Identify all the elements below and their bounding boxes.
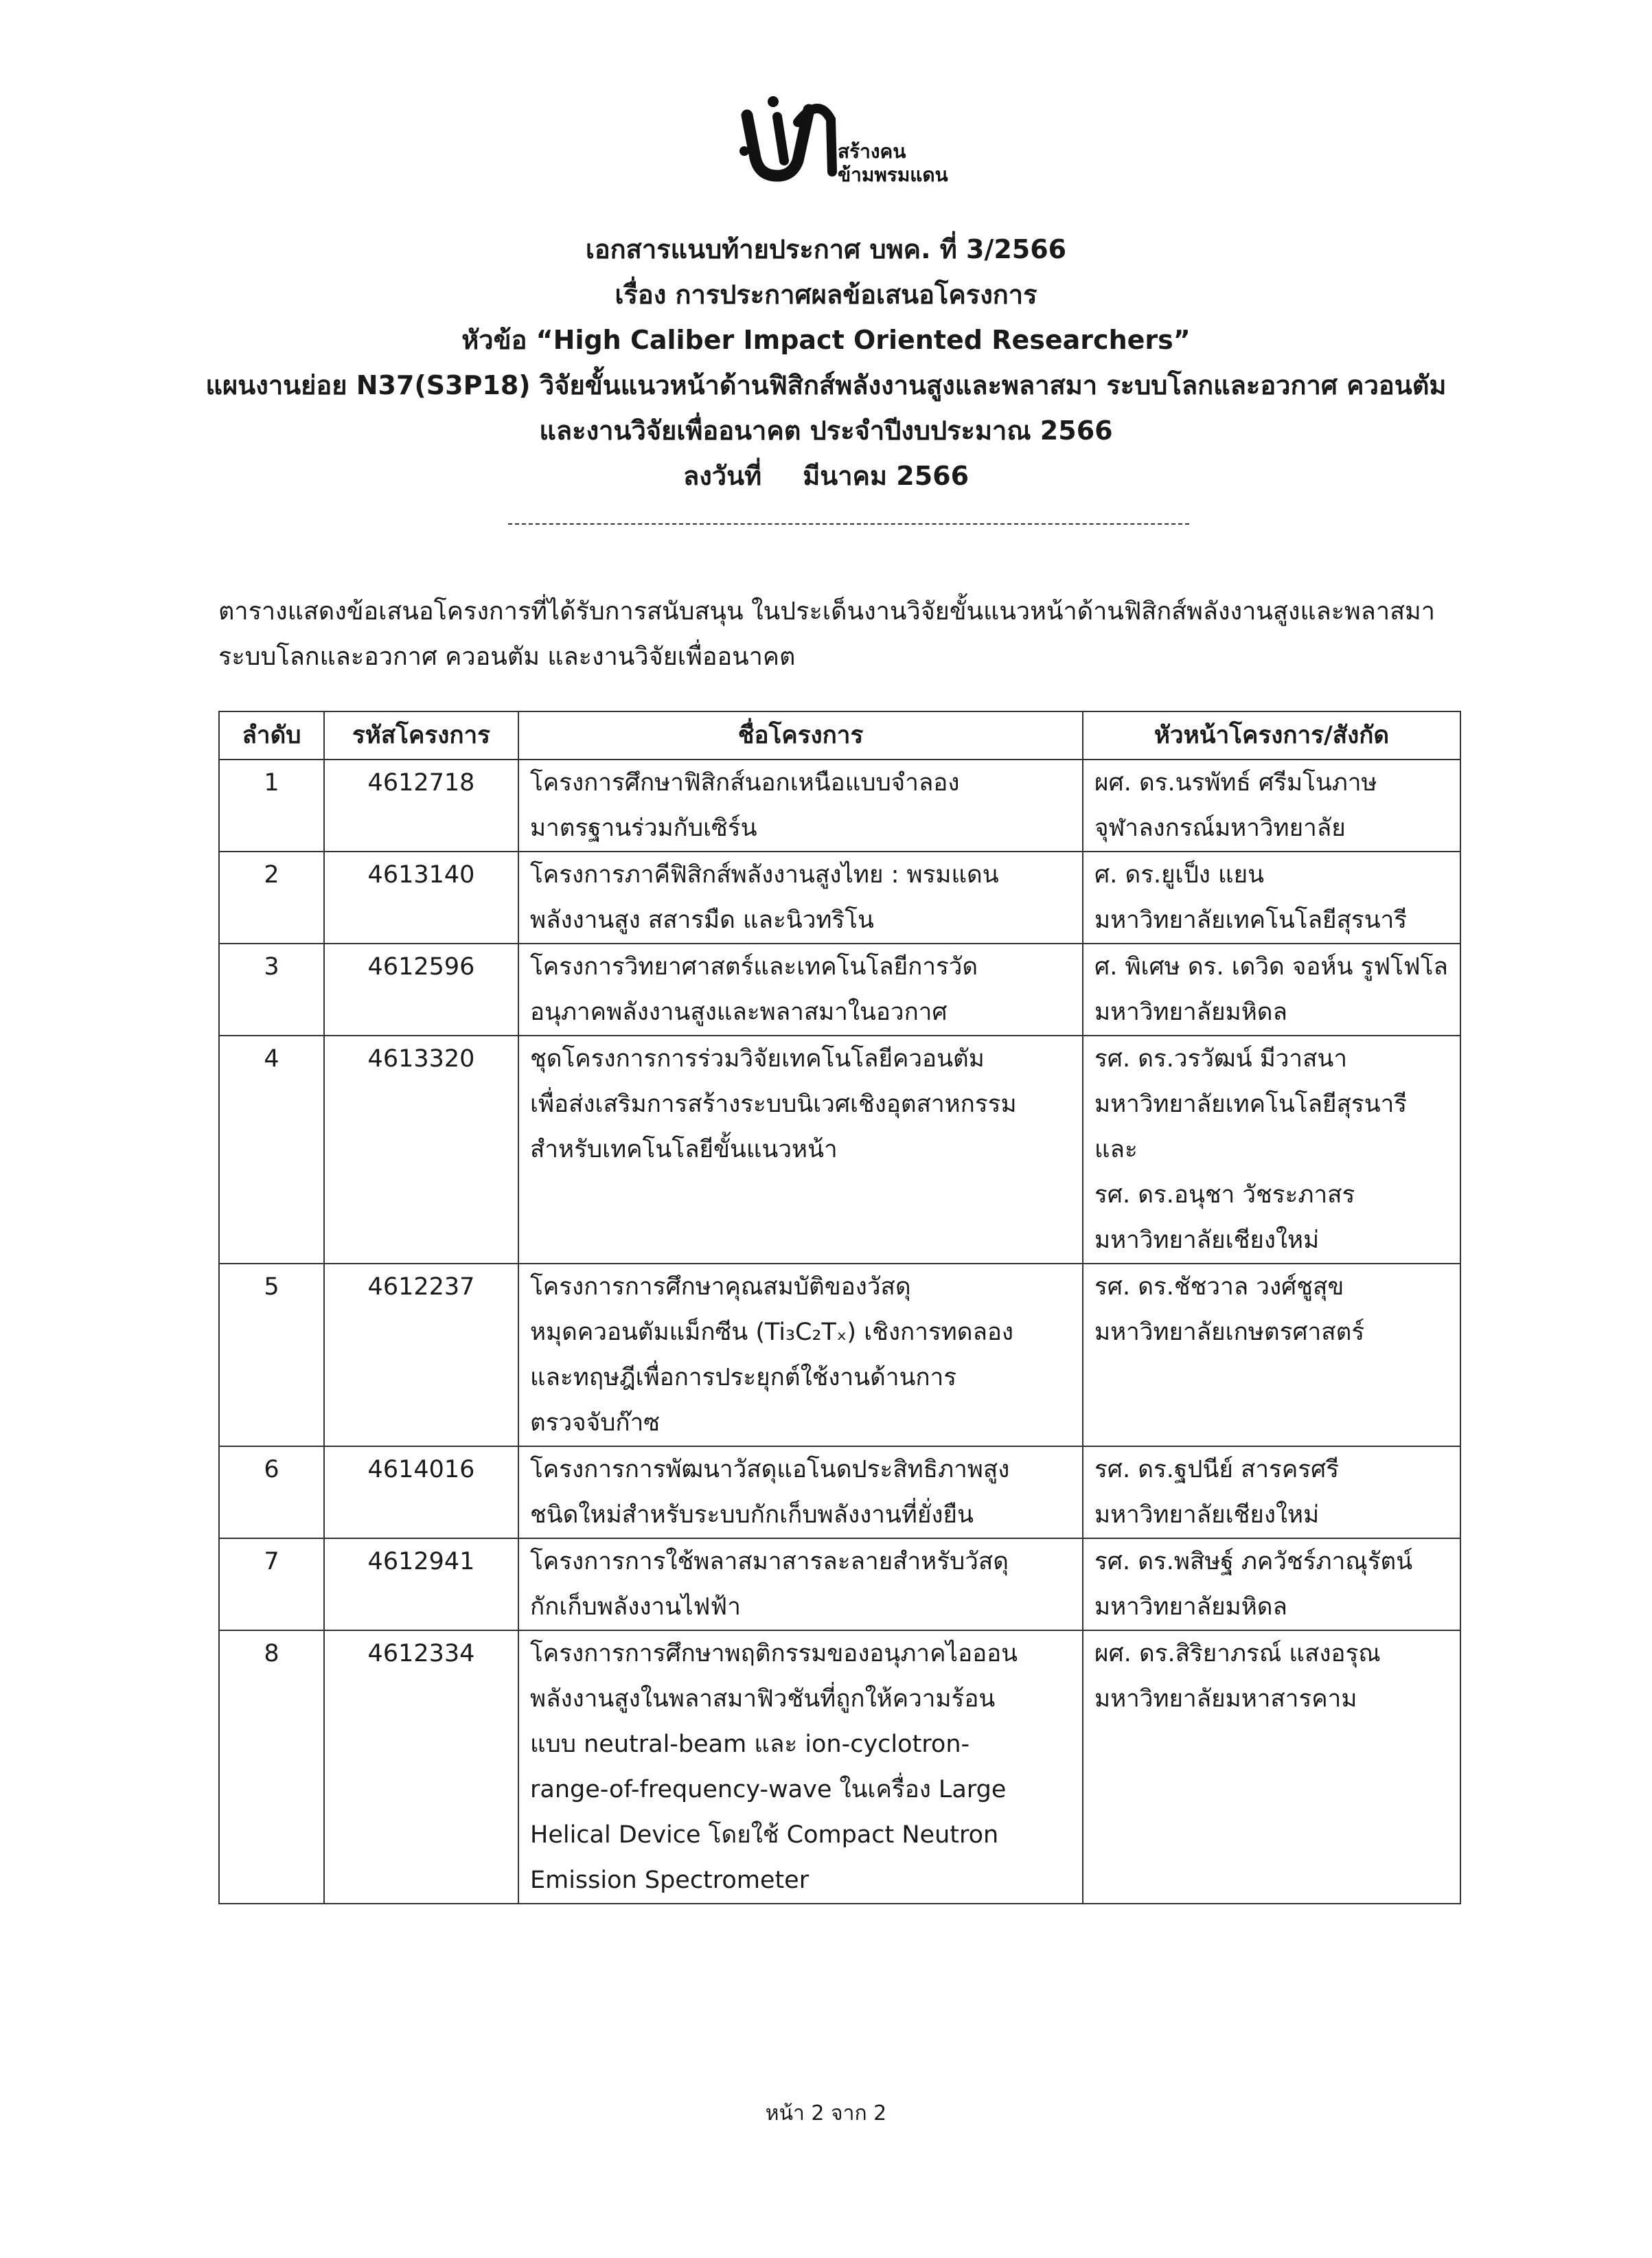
header-date	[0, 453, 1652, 499]
header-line1: เอกสารแนบท้ายประกาศ บพค. ที่ 3/2566	[585, 234, 1067, 264]
intro-text	[218, 589, 1482, 680]
row-lead	[1083, 1036, 1460, 1264]
header-line2: เรื่อง การประกาศผลข้อเสนอโครงการ	[615, 280, 1037, 310]
title-line: พลังงานสูงในพลาสมาฟิวชันที่ถูกให้ความร้อน	[530, 1685, 996, 1713]
page-number: หน้า 2 จาก 2	[765, 2101, 887, 2125]
document-header	[0, 227, 1652, 499]
title-line: พลังงานสูง สสารมืด และนิวทริโน	[530, 906, 874, 934]
row-lead	[1083, 1446, 1460, 1538]
row-title	[518, 1446, 1083, 1538]
title-line: โครงการการใช้พลาสมาสารละลายสำหรับวัสดุ	[530, 1548, 1009, 1575]
row-no: 6	[219, 1446, 324, 1538]
title-line: เพื่อส่งเสริมการสร้างระบบนิเวศเชิงอุตสาหกรรม	[530, 1091, 1017, 1118]
title-line: Helical Device โดยใช้ Compact Neutron	[530, 1821, 999, 1849]
title-line: range-of-frequency-wave ในเครื่อง Large	[530, 1776, 1007, 1803]
lead-line: รศ. ดร.อนุชา วัชระภาสร	[1094, 1181, 1355, 1209]
table-row	[219, 1264, 1460, 1446]
row-title	[518, 1036, 1083, 1264]
lead-line: รศ. ดร.วรวัฒน์ มีวาสนา	[1094, 1045, 1348, 1073]
row-lead	[1083, 852, 1460, 944]
row-title	[518, 1630, 1083, 1904]
lead-line: ศ. ดร.ยูเป็ง แยน	[1094, 861, 1265, 889]
lead-line: มหาวิทยาลัยเชียงใหม่	[1094, 1227, 1320, 1254]
table-row	[219, 1538, 1460, 1630]
lead-line: จุฬาลงกรณ์มหาวิทยาลัย	[1094, 814, 1346, 842]
row-code: 4614016	[324, 1446, 518, 1538]
row-no: 3	[219, 944, 324, 1036]
lead-line: มหาวิทยาลัยมหิดล	[1094, 999, 1287, 1026]
row-no: 2	[219, 852, 324, 944]
title-line: อนุภาคพลังงานสูงและพลาสมาในอวกาศ	[530, 999, 948, 1026]
title-line: กักเก็บพลังงานไฟฟ้า	[530, 1593, 741, 1621]
lead-line: ศ. พิเศษ ดร. เดวิด จอห์น รูฟโฟโล	[1094, 953, 1448, 981]
title-line: มาตรฐานร่วมกับเซิร์น	[530, 814, 757, 842]
logo-mark-icon	[735, 89, 838, 185]
divider	[508, 523, 1189, 525]
lead-line: ผศ. ดร.นรพัทธ์ ศรีมโนภาษ	[1094, 769, 1377, 797]
title-line: สำหรับเทคโนโลยีขั้นแนวหน้า	[530, 1136, 838, 1163]
header-no: ลำดับ	[219, 711, 324, 760]
header-title: ชื่อโครงการ	[518, 711, 1083, 760]
title-line: โครงการการศึกษาพฤติกรรมของอนุภาคไอออน	[530, 1640, 1018, 1667]
row-title	[518, 760, 1083, 852]
lead-line: รศ. ดร.พสิษฐ์ ภควัชร์ภาณุรัตน์	[1094, 1548, 1413, 1575]
lead-line: มหาวิทยาลัยเชียงใหม่	[1094, 1501, 1320, 1529]
table-row	[219, 944, 1460, 1036]
title-line: โครงการศึกษาฟิสิกส์นอกเหนือแบบจำลอง	[530, 769, 960, 797]
title-line: ชุดโครงการการร่วมวิจัยเทคโนโลยีควอนตัม	[530, 1045, 985, 1073]
title-line: โครงการการศึกษาคุณสมบัติของวัสดุ	[530, 1273, 911, 1301]
header-code: รหัสโครงการ	[324, 711, 518, 760]
row-no: 4	[219, 1036, 324, 1264]
title-line: โครงการการพัฒนาวัสดุแอโนดประสิทธิภาพสูง	[530, 1456, 1010, 1483]
row-lead	[1083, 1538, 1460, 1630]
title-line: โครงการภาคีฟิสิกส์พลังงานสูงไทย : พรมแดน	[530, 861, 999, 889]
row-lead	[1083, 760, 1460, 852]
date-value: มีนาคม 2566	[803, 461, 970, 491]
row-title	[518, 1538, 1083, 1630]
header-line5: และงานวิจัยเพื่ออนาคต ประจำปีงบประมาณ 2566	[539, 415, 1113, 446]
header-line3: หัวข้อ “High Caliber Impact Oriented Researchers”	[461, 325, 1191, 355]
lead-line: มหาวิทยาลัยเทคโนโลยีสุรนารี	[1094, 906, 1408, 934]
header-line4: แผนงานย่อย N37(S3P18) วิจัยขั้นแนวหน้าด้านฟิสิกส์พลังงานสูงและพลาสมา ระบบโลกและอวกาศ ควอนตัม	[205, 370, 1447, 400]
table-header-row	[219, 711, 1460, 760]
title-line: Emission Spectrometer	[530, 1867, 810, 1894]
lead-line: ผศ. ดร.สิริยาภรณ์ แสงอรุณ	[1094, 1640, 1381, 1667]
lead-line: มหาวิทยาลัยมหิดล	[1094, 1593, 1287, 1621]
table-row	[219, 1036, 1460, 1264]
row-no: 7	[219, 1538, 324, 1630]
row-code: 4612941	[324, 1538, 518, 1630]
title-line: และทฤษฎีเพื่อการประยุกต์ใช้งานด้านการ	[530, 1364, 957, 1391]
header-lead: หัวหน้าโครงการ/สังกัด	[1083, 711, 1460, 760]
lead-line: รศ. ดร.ฐปนีย์ สารครศรี	[1094, 1456, 1340, 1483]
table-row	[219, 760, 1460, 852]
title-line: แบบ neutral-beam และ ion-cyclotron-	[530, 1731, 970, 1758]
logo-text-line1: สร้างคน	[838, 140, 906, 163]
row-lead	[1083, 1630, 1460, 1904]
table-row	[219, 1446, 1460, 1538]
table-row	[219, 852, 1460, 944]
row-lead	[1083, 1264, 1460, 1446]
table-row	[219, 1630, 1460, 1904]
row-code: 4612334	[324, 1630, 518, 1904]
logo-text-line2: ข้ามพรมแดน	[838, 163, 948, 186]
projects-table	[218, 711, 1461, 1904]
title-line: หมุดควอนตัมแม็กซีน (Ti₃C₂Tₓ) เชิงการทดลอง	[530, 1319, 1013, 1346]
row-title	[518, 852, 1083, 944]
row-title	[518, 1264, 1083, 1446]
lead-line: มหาวิทยาลัยมหาสารคาม	[1094, 1685, 1357, 1713]
title-line: โครงการวิทยาศาสตร์และเทคโนโลยีการวัด	[530, 953, 978, 981]
date-label: ลงวันที่	[682, 461, 762, 491]
lead-line: มหาวิทยาลัยเทคโนโลยีสุรนารี และ	[1094, 1091, 1408, 1163]
row-no: 5	[219, 1264, 324, 1446]
row-code: 4612718	[324, 760, 518, 852]
logo	[735, 89, 982, 199]
row-no: 1	[219, 760, 324, 852]
lead-line: รศ. ดร.ชัชวาล วงศ์ชูสุข	[1094, 1273, 1344, 1301]
intro-line2: ระบบโลกและอวกาศ ควอนตัม และงานวิจัยเพื่ออนาคต	[218, 643, 796, 671]
row-code: 4612237	[324, 1264, 518, 1446]
row-code: 4613320	[324, 1036, 518, 1264]
lead-line: มหาวิทยาลัยเกษตรศาสตร์	[1094, 1319, 1365, 1346]
title-line: ตรวจจับก๊าซ	[530, 1409, 661, 1437]
row-lead	[1083, 944, 1460, 1036]
intro-line1: ตารางแสดงข้อเสนอโครงการที่ได้รับการสนับสนุน ในประเด็นงานวิจัยขั้นแนวหน้าด้านฟิสิกส์พลังงานสูงและพลาสมา	[218, 597, 1435, 626]
title-line: ชนิดใหม่สำหรับระบบกักเก็บพลังงานที่ยั่งยืน	[530, 1501, 974, 1529]
row-code: 4613140	[324, 852, 518, 944]
row-title	[518, 944, 1083, 1036]
row-code: 4612596	[324, 944, 518, 1036]
row-no: 8	[219, 1630, 324, 1904]
